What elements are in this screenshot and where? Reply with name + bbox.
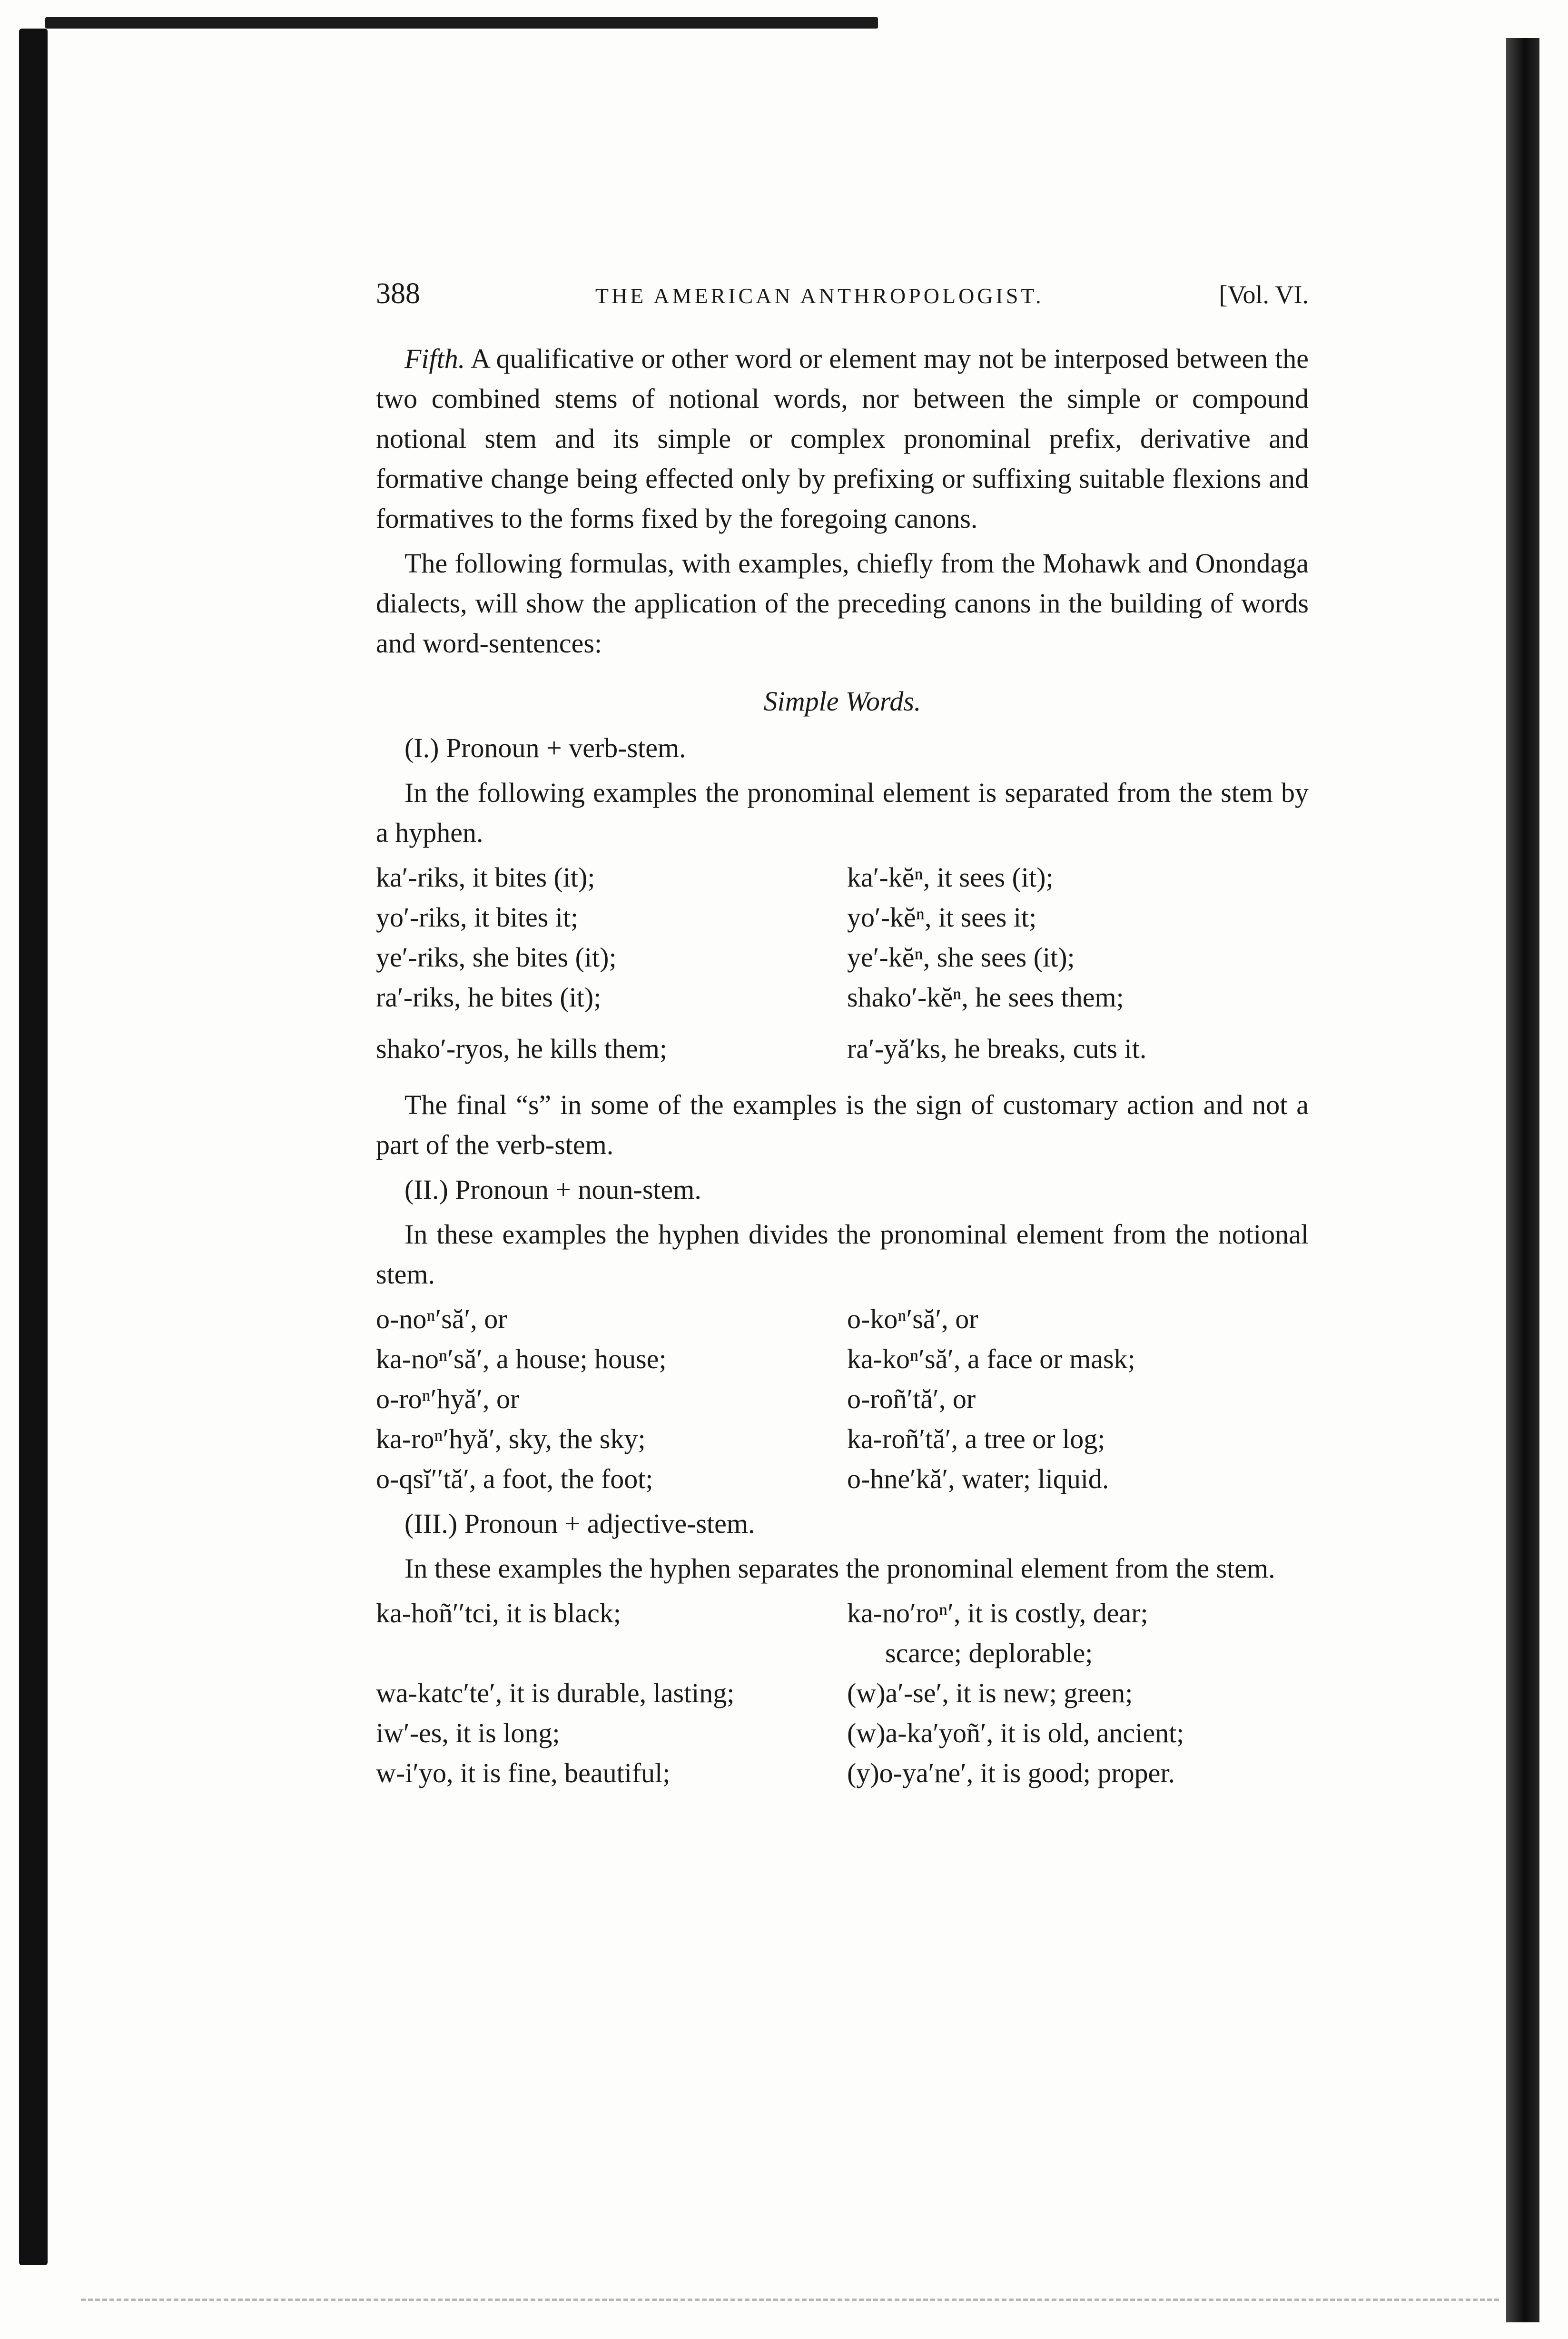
example-right-continuation: scarce; deplorable;: [885, 1638, 1093, 1668]
paragraph-following-formulas: The following formulas, with examples, chiefly from the Mohawk and Onondaga dialects, will show the application of the preceding canons in the building of words and word-sentences:: [376, 548, 1309, 659]
example-left: ka-roⁿ′hyă′, sky, the sky;: [376, 1423, 646, 1454]
example-right: yo′-kĕⁿ, it sees it;: [847, 902, 1037, 933]
paragraph-noun-explanation: In these examples the hyphen divides the pronominal element from the notional stem.: [376, 1219, 1309, 1290]
journal-title: THE AMERICAN ANTHROPOLOGIST.: [595, 284, 1044, 308]
example-right: o-hne′kă′, water; liquid.: [847, 1463, 1109, 1494]
example-table-verb-stem: [376, 858, 1309, 1069]
paragraph-verb-explanation: In the following examples the pronominal element is separated from the stem by a hyphen.: [376, 777, 1309, 848]
formula-pronoun-adjective-stem: (III.) Pronoun + adjective-stem.: [404, 1508, 755, 1539]
example-right: ka′-kĕⁿ, it sees (it);: [847, 862, 1054, 893]
example-right: (w)a-ka′yoñ′, it is old, ancient;: [847, 1717, 1184, 1748]
example-left: w-i′yo, it is fine, beautiful;: [376, 1757, 671, 1788]
example-left: o-noⁿ′să′, or: [376, 1303, 507, 1334]
example-right: shako′-kĕⁿ, he sees them;: [847, 982, 1124, 1013]
fifth-lead-in: Fifth.: [404, 343, 465, 374]
example-left: ka-noⁿ′să′, a house; house;: [376, 1343, 667, 1374]
example-left: o-roⁿ′hyă′, or: [376, 1383, 520, 1414]
example-right: ka-koⁿ′să′, a face or mask;: [847, 1343, 1135, 1374]
formula-pronoun-noun-stem: (II.) Pronoun + noun-stem.: [404, 1174, 701, 1205]
example-right: ka-no′roⁿ′, it is costly, dear;: [847, 1598, 1148, 1628]
example-left: ka′-riks, it bites (it);: [376, 862, 595, 893]
example-right: ra′-yă′ks, he breaks, cuts it.: [847, 1033, 1147, 1064]
page-number: 388: [376, 277, 420, 310]
example-left: o-qsĭ′′tă′, a foot, the foot;: [376, 1463, 653, 1494]
example-right: (y)o-ya′ne′, it is good; proper.: [847, 1757, 1175, 1788]
page-body: [376, 274, 1309, 1793]
example-right: ye′-kĕⁿ, she sees (it);: [847, 942, 1075, 973]
example-left: ye′-riks, she bites (it);: [376, 942, 617, 973]
formula-pronoun-verb-stem: (I.) Pronoun + verb-stem.: [404, 732, 686, 763]
paragraph-fifth-canon: [376, 339, 1309, 539]
example-right: o-koⁿ′să′, or: [847, 1303, 978, 1334]
example-left: wa-katc′te′, it is durable, lasting;: [376, 1678, 735, 1708]
fifth-canon-text: A qualificative or other word or element may not be interposed between the two combined stems of notional words, nor between the simple or compound notional stem and its simple or complex pronominal prefix, derivative and formative change being effected only by prefixing or suffixing suitable flexions and formatives to the forms fixed by the foregoing canons.: [376, 343, 1309, 534]
paragraph-adjective-explanation: In these examples the hyphen separates the pronominal element from the stem.: [404, 1553, 1275, 1584]
example-right: (w)a′-se′, it is new; green;: [847, 1678, 1133, 1708]
volume-label: [Vol. VI.: [1219, 280, 1309, 309]
scan-dark-right-edge: [1506, 38, 1539, 2322]
scan-dark-left-edge: [19, 29, 48, 2265]
example-left-empty: [376, 1633, 847, 1673]
example-table-adjective-stem: [376, 1593, 1309, 1793]
running-head: [376, 274, 1309, 316]
example-table-noun-stem: [376, 1299, 1309, 1499]
example-right: o-roñ′tă′, or: [847, 1383, 976, 1414]
example-left: yo′-riks, it bites it;: [376, 902, 579, 933]
example-right: ka-roñ′tă′, a tree or log;: [847, 1423, 1105, 1454]
example-left: shako′-ryos, he kills them;: [376, 1033, 667, 1064]
example-left: iw′-es, it is long;: [376, 1717, 560, 1748]
scan-dark-top-edge: [45, 17, 878, 29]
paragraph-final-s-note: The final “s” in some of the examples is the sign of customary action and not a part of the verb-stem.: [376, 1089, 1309, 1160]
row-spacer: [376, 1017, 847, 1029]
row-spacer: [847, 1017, 1309, 1029]
example-left: ka-hoñ′′tci, it is black;: [376, 1598, 621, 1628]
scan-bottom-rule: [81, 2299, 1499, 2301]
example-left: ra′-riks, he bites (it);: [376, 982, 602, 1013]
subheading-simple-words: Simple Words.: [763, 686, 921, 717]
